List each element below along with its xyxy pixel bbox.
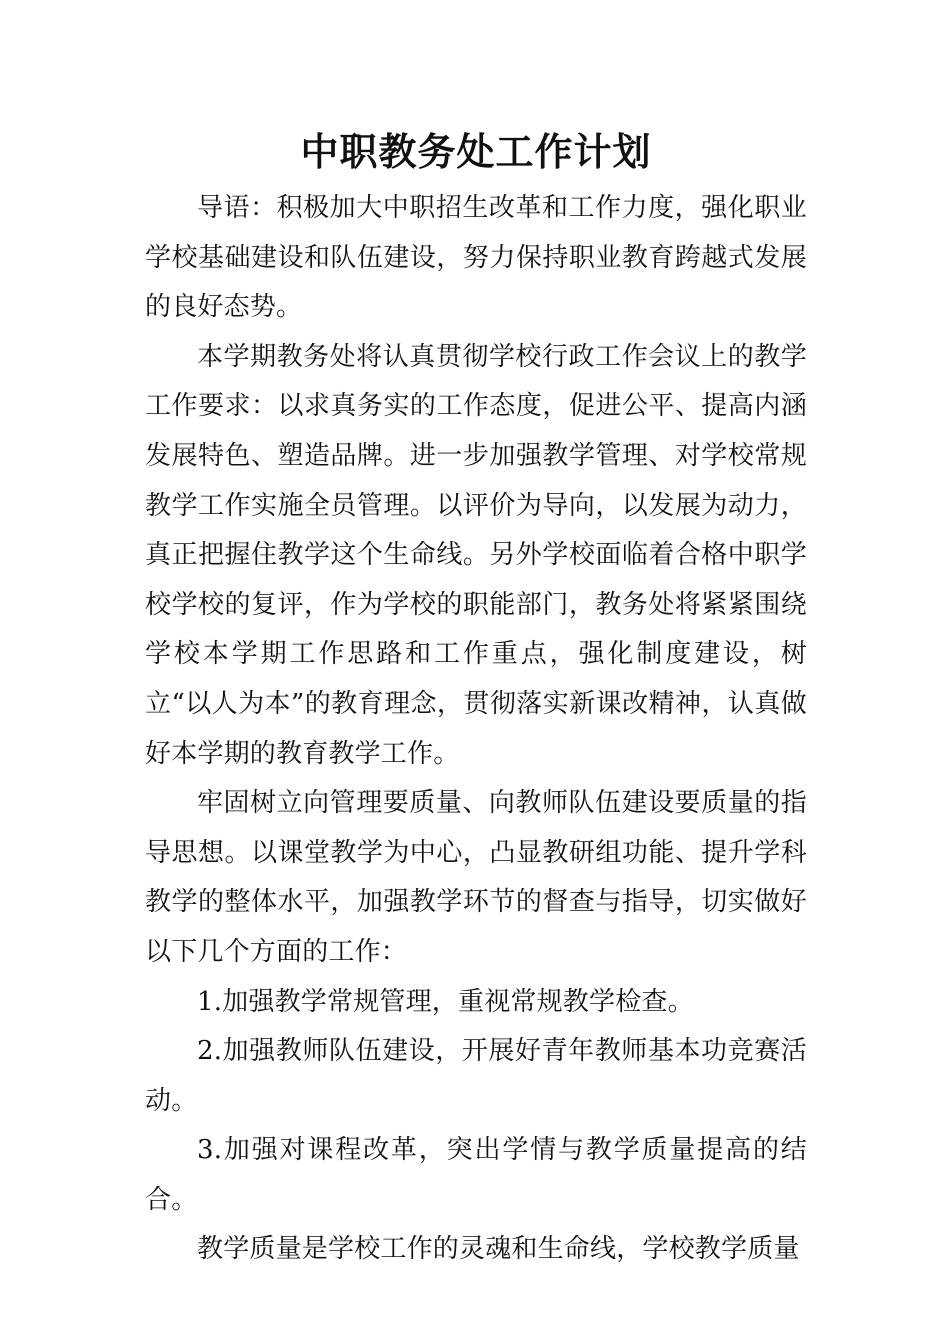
document-title: 中职教务处工作计划 [300,130,652,174]
list-item-3: 3.加强对课程改革，突出学情与教学质量提高的结合。 [145,1135,807,1215]
paragraph-teaching-quality: 教学质量是学校工作的灵魂和生命线，学校教学质量 [197,1234,800,1265]
document-body [145,126,807,1275]
paragraph-semester-plan: 本学期教务处将认真贯彻学校行政工作会议上的教学工作要求：以求真务实的工作态度，促进公平、提高内涵发展特色、塑造品牌。进一步加强教学管理、对学校常规教学工作实施全员管理。以评价为导向，以发展为动力，真正把握住教学这个生命线。另外学校面临着合格中职学校学校的复评，作为学校的职能部门，教务处将紧紧围绕学校本学期工作思路和工作重点，强化制度建设，树立“以人为本”的教育理念，贯彻落实新课改精神，认真做好本学期的教育教学工作。 [145,341,807,769]
paragraph-intro: 导语：积极加大中职招生改革和工作力度，强化职业学校基础建设和队伍建设，努力保持职业教育跨越式发展的良好态势。 [145,193,807,323]
list-item-1: 1.加强教学常规管理，重视常规教学检查。 [197,986,694,1017]
list-item-2: 2.加强教师队伍建设，开展好青年教师基本功竞赛活动。 [145,1036,807,1116]
paragraph-guiding-idea: 牢固树立向管理要质量、向教师队伍建设要质量的指导思想。以课堂教学为中心，凸显教研组功能、提升学科教学的整体水平，加强教学环节的督查与指导，切实做好以下几个方面的工作： [145,788,807,967]
